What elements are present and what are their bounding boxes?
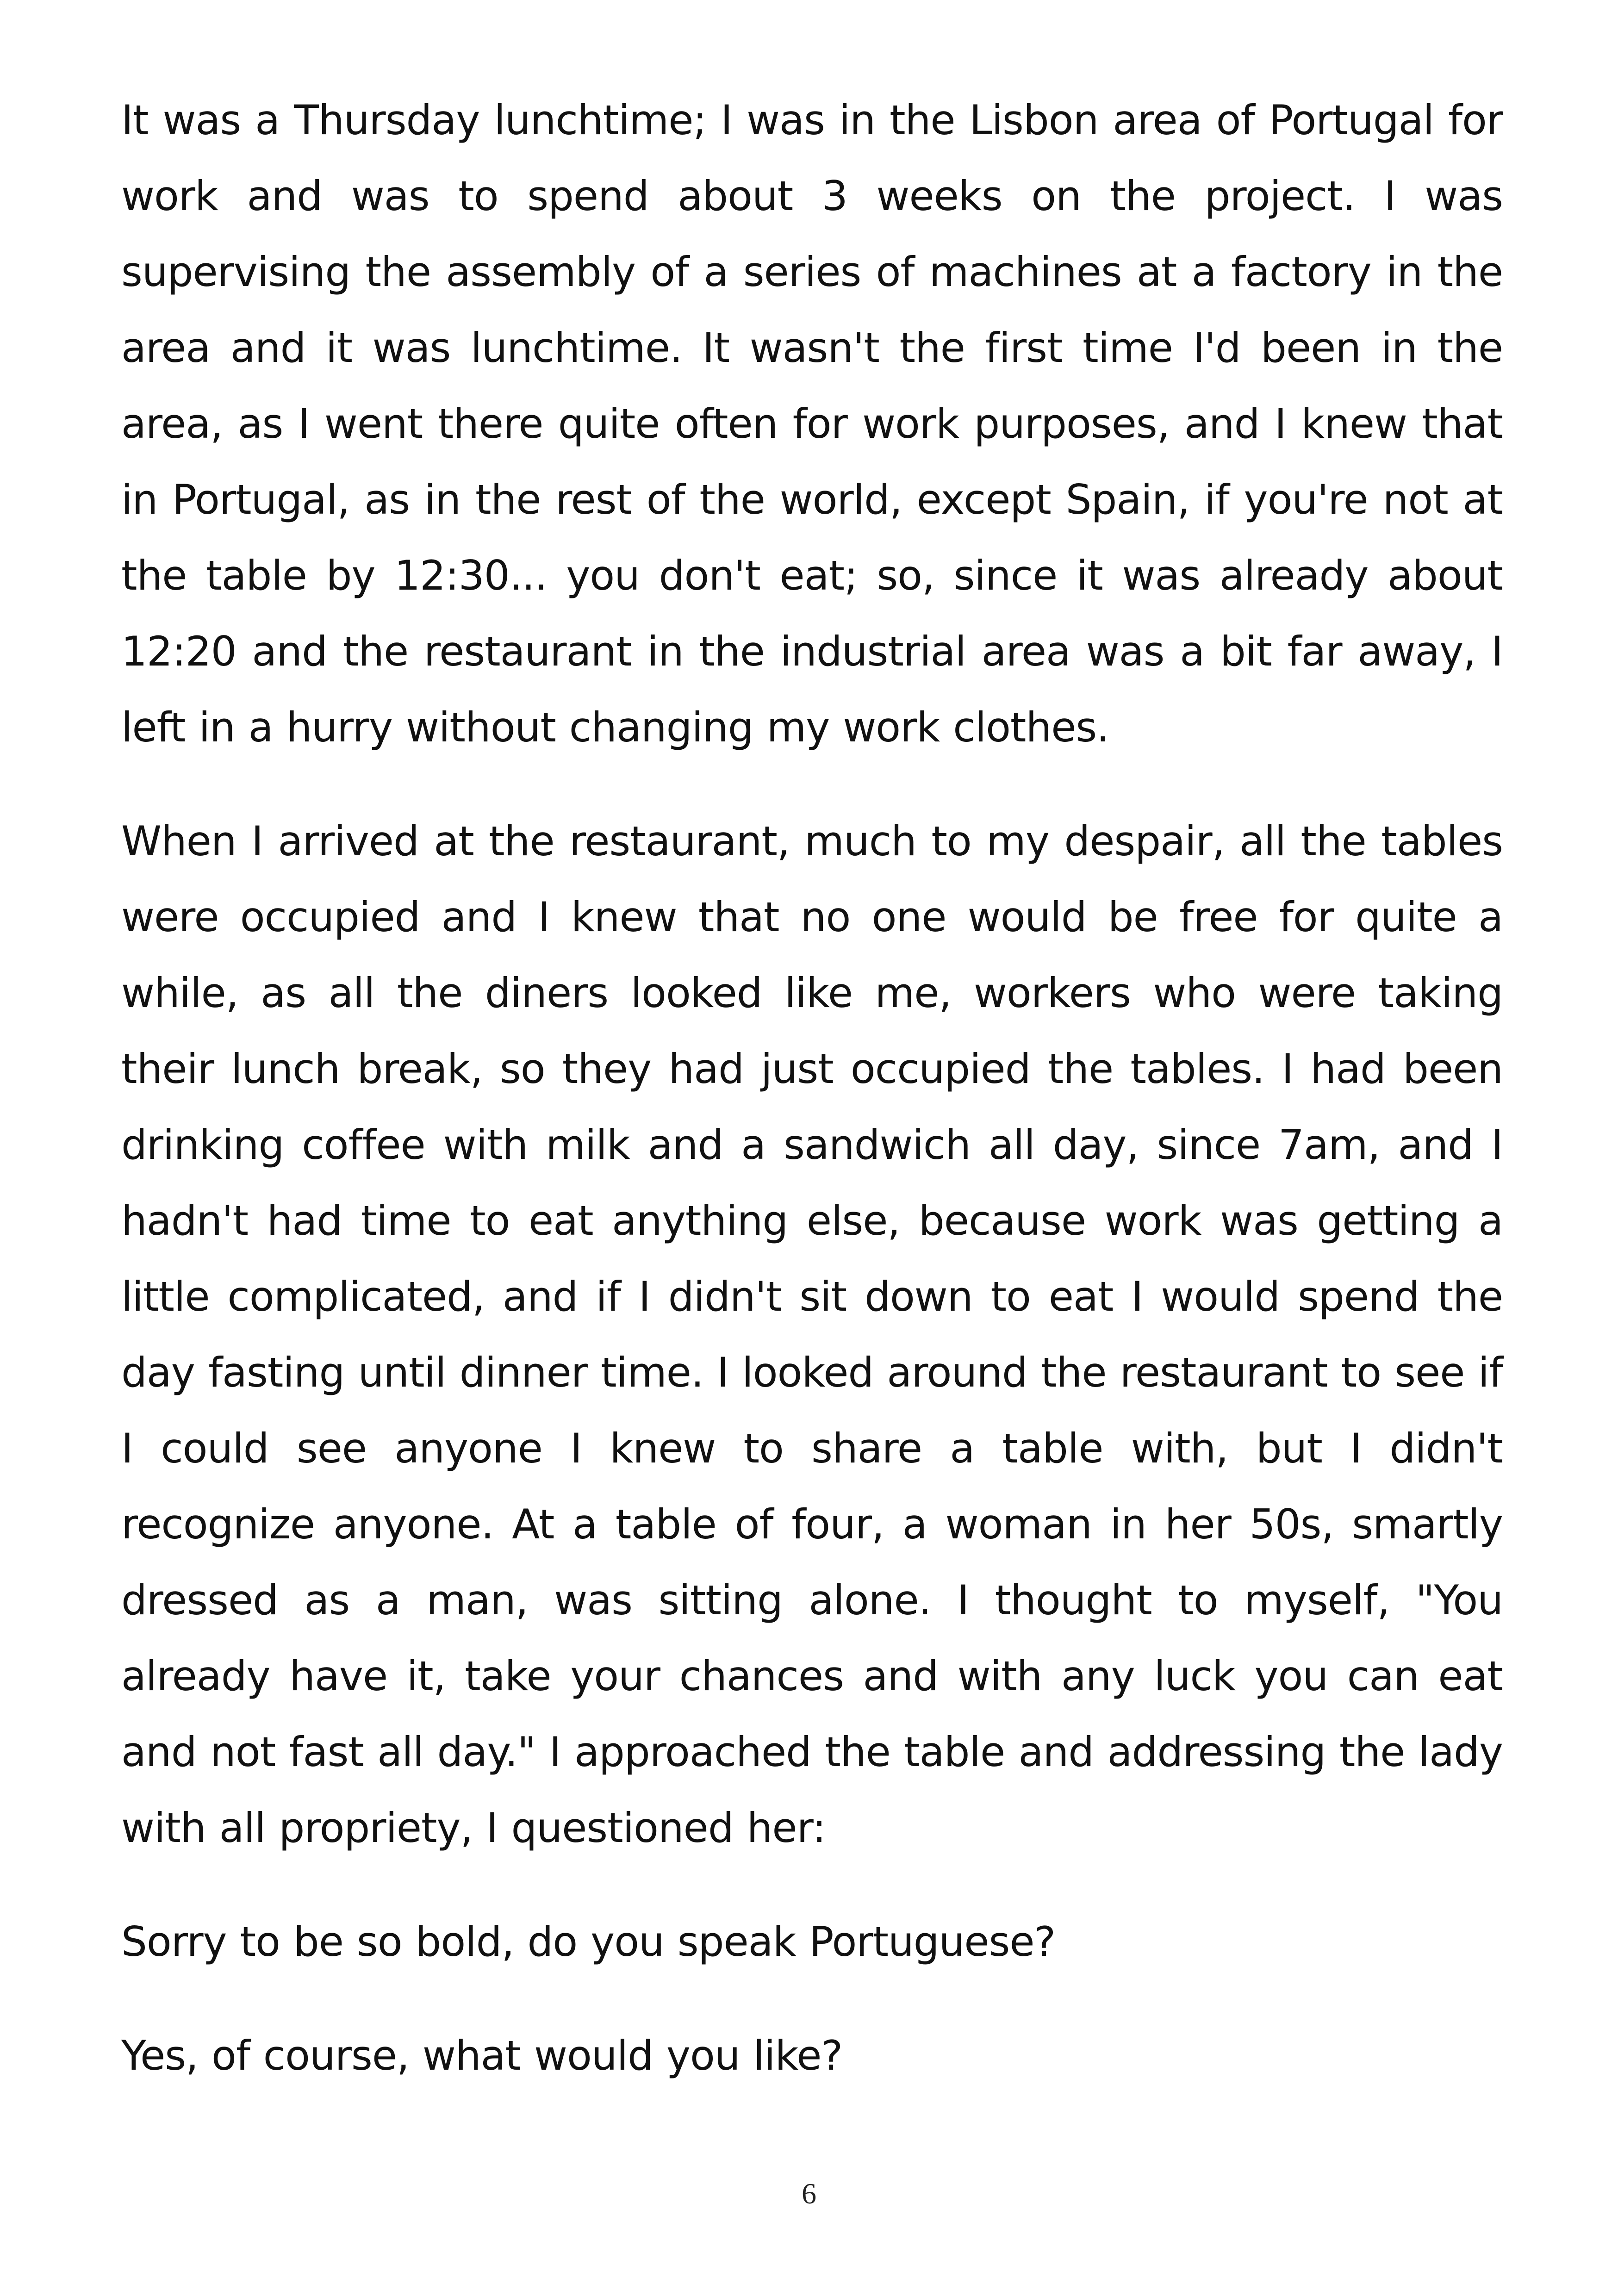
paragraph-1: It was a Thursday lunchtime; I was in the Lisbon area of Portugal for work and was to spend about 3 weeks on the project. I was supervising the assembly of a series of machines at a factory in the area and it was lunchtime. It wasn't the first time I'd been in the area, as I went there quite often for work purposes, and I knew that in Portugal, as in the rest of the world, except Spain, if you're not at the table by 12:30... you don't eat; so, since it was already about 12:20 and the restaurant in the industrial area was a bit far away, I left in a hurry without changing my work clothes. [121,96,1503,751]
page-number: 6 [802,2177,816,2210]
paragraph-2: When I arrived at the restaurant, much to my despair, all the tables were occupied and I knew that no one would be free for quite a while, as all the diners looked like me, workers who were taking their lunch break, so they had just occupied the tables. I had been drinking coffee with milk and a sandwich all day, since 7am, and I hadn't had time to eat anything else, because work was getting a little complicated, and if I didn't sit down to eat I would spend the day fasting until dinner time. I looked around the restaurant to see if I could see anyone I knew to share a table with, but I didn't recognize anyone. At a table of four, a woman in her 50s, smartly dressed as a man, was sitting alone. I thought to myself, "You already have it, take your chances and with any luck you can eat and not fast all day." I approached the table and addressing the lady with all propriety, I questioned her: [121,817,1503,1852]
body-text [121,82,1503,2094]
paragraph-3: Sorry to be so bold, do you speak Portuguese? [121,1918,1056,1966]
paragraph-4: Yes, of course, what would you like? [121,2032,843,2079]
